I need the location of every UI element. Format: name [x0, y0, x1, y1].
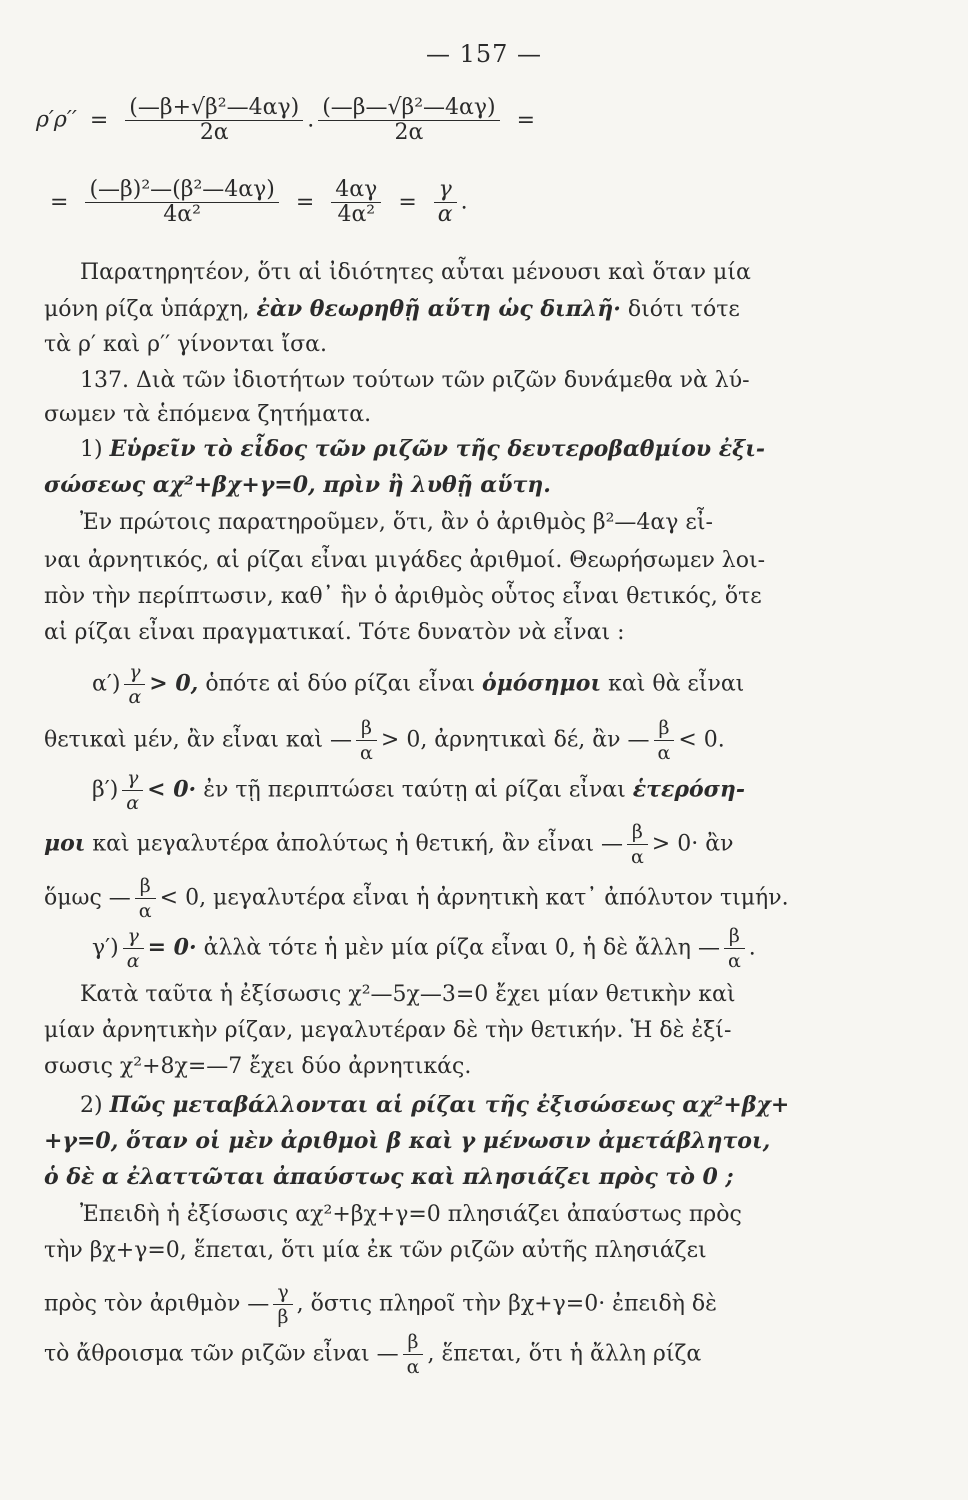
case-a-condition: > 0, — [149, 670, 199, 697]
problem-2-line-3: ὁ δὲ α ἐλαττῶται ἀπαύστως καὶ πλησιάζει πρὸς τὸ 0 ; — [44, 1164, 734, 1190]
p3-line-3: πὸν τὴν περίπτωσιν, καθ᾽ ἣν ὁ ἀριθμὸς οὗτος εἶναι θετικός, ὅτε — [44, 584, 762, 609]
p2-line-1: 137. Διὰ τῶν ἰδιοτήτων τούτων τῶν ριζῶν δυνάμεθα νὰ λύ- — [80, 368, 750, 393]
p3-line-1: Ἐν πρώτοις παρατηροῦμεν, ὅτι, ἂν ὁ ἀριθμὸς β²—4αγ εἶ- — [80, 510, 713, 535]
eq1-equals: = — [89, 107, 109, 133]
case-b-label: β′) — [92, 777, 119, 803]
case-b-condition: < 0· — [147, 776, 197, 803]
p5-line-3 — [44, 1280, 717, 1329]
case-a-f-numerator: γ — [124, 660, 145, 685]
eq2-end: . — [460, 189, 468, 215]
eq1-dot: . — [307, 107, 315, 133]
eq2-f2-denominator: 4α² — [337, 202, 376, 227]
p1-line-2 — [44, 294, 740, 325]
eq2-f2-numerator: 4αγ — [331, 178, 381, 203]
eq1-lhs: ρ′ρ′′ — [36, 107, 77, 133]
p4-line-2: μίαν ἀρνητικὴν ρίζαν, μεγαλυτέραν δὲ τὴν θετικήν. Ἡ δὲ ἐξί- — [44, 1018, 732, 1043]
case-b-l3f-denominator: α — [138, 900, 152, 922]
p5-l4f-denominator: α — [406, 1356, 420, 1378]
case-a-l2f-numerator: β — [356, 716, 377, 741]
eq1-f2-denominator: 2α — [394, 120, 424, 145]
case-c-f-denominator: α — [126, 950, 140, 972]
p5-line-3b: , ὅστις πληροῖ τὴν βχ+γ=0· ἐπειδὴ δὲ — [296, 1291, 717, 1317]
case-a-line-2c: < 0. — [678, 727, 725, 753]
eq2-f3-denominator: α — [437, 202, 453, 227]
p5-l3f-denominator: β — [277, 1306, 289, 1328]
case-c-line — [92, 924, 756, 973]
p1-line-2-emphasis: ἐὰν θεωρηθῇ αὕτη ὡς διπλῆ· — [256, 296, 621, 322]
case-b-line-2-fraction — [627, 820, 648, 869]
case-a-line-2 — [44, 716, 725, 765]
eq2-f1-denominator: 4α² — [163, 202, 201, 227]
p5-line-1: Ἐπειδὴ ἡ ἐξίσωσις αχ²+βχ+γ=0 πλησιάζει ἀπαύστως πρὸς — [80, 1202, 742, 1227]
p1-line-1: Παρατηρητέον, ὅτι αἱ ἰδιότητες αὗται μένουσι καὶ ὅταν μία — [80, 260, 751, 285]
case-a-line-2a: θετικαὶ μέν, ἂν εἶναι καὶ — — [44, 727, 353, 753]
case-b-line-2 — [44, 820, 733, 869]
page-number: — 157 — — [425, 40, 543, 68]
eq1-f1-denominator: 2α — [199, 120, 229, 145]
case-b-line-3a: ὅμως — — [44, 885, 131, 911]
problem-1-title: Εὑρεῖν τὸ εἶδος τῶν ριζῶν τῆς δευτεροβαθμίου ἐξι- — [109, 436, 765, 462]
problem-1-line-2: σώσεως αχ²+βχ+γ=0, πρὶν ἢ λυθῇ αὕτη. — [44, 472, 551, 498]
p4-line-3: σωσις χ²+8χ=—7 ἔχει δύο ἀρνητικάς. — [44, 1054, 472, 1079]
case-a-line-1 — [92, 660, 744, 709]
case-b-l2f-denominator: α — [630, 846, 644, 868]
p1-line-3: τὰ ρ′ καὶ ρ′′ γίνονται ἴσα. — [44, 332, 327, 357]
case-a-line-2-fraction-2 — [654, 716, 675, 765]
eq2-fraction-1 — [85, 178, 278, 227]
case-c-label: γ′) — [92, 935, 119, 961]
case-a-label: α′) — [92, 671, 121, 697]
eq2-equals-2: = — [295, 189, 315, 215]
p5-l3f-numerator: γ — [273, 1280, 292, 1305]
p3-line-2: ναι ἀρνητικός, αἱ ρίζαι εἶναι μιγάδες ἀριθμοί. Θεωρήσωμεν λοι- — [44, 548, 766, 573]
case-a-line-2-fraction-1 — [356, 716, 377, 765]
eq2-equals: = — [50, 189, 69, 215]
case-b-line-2-emphasis: μοι — [44, 830, 86, 857]
case-a-l2f2-numerator: β — [654, 716, 675, 741]
case-a-text-3: καὶ θὰ εἶναι — [601, 671, 745, 697]
case-a-l2f-denominator: α — [360, 742, 373, 764]
case-a-line-2b: > 0, ἀρνητικαὶ δέ, ἂν — — [380, 727, 650, 753]
case-b-line-1 — [92, 766, 745, 815]
p5-line-2: τὴν βχ+γ=0, ἕπεται, ὅτι μία ἐκ τῶν ριζῶν αὐτῆς πλησιάζει — [44, 1238, 707, 1263]
p2-line-2: σωμεν τὰ ἑπόμενα ζητήματα. — [44, 402, 372, 427]
case-b-line-2c: > 0· ἂν — [651, 831, 734, 857]
eq1-equals-end: = — [516, 107, 536, 133]
case-a-l2f2-denominator: α — [657, 742, 671, 764]
p5-line-4 — [44, 1330, 701, 1379]
problem-1-number: 1) — [80, 437, 110, 462]
eq1-fraction-2 — [318, 96, 499, 145]
p5-line-4-fraction — [403, 1330, 424, 1379]
case-b-f-numerator: γ — [122, 766, 143, 791]
case-b-line-3-fraction — [135, 874, 156, 923]
case-b-fraction — [122, 766, 143, 815]
eq2-f1-numerator: (—β)²—(β²—4αγ) — [85, 178, 278, 203]
case-b-l3f-numerator: β — [135, 874, 156, 899]
case-a-f-denominator: α — [128, 686, 142, 708]
eq2-equals-3: = — [398, 189, 417, 215]
problem-2-line-1 — [80, 1090, 789, 1121]
p5-line-4b: , ἕπεται, ὅτι ἡ ἄλλη ρίζα — [427, 1341, 702, 1367]
p1-line-2a: μόνη ρίζα ὑπάρχη, — [44, 297, 257, 322]
eq2-f3-numerator: γ — [434, 178, 457, 203]
case-b-line-3 — [44, 874, 789, 923]
case-c-fraction — [123, 924, 144, 973]
eq2-fraction-2 — [331, 178, 381, 227]
eq1-f1-numerator: (—β+√β²—4αγ) — [125, 96, 303, 121]
case-c-text: ἀλλὰ τότε ἡ μὲν μία ρίζα εἶναι 0, ἡ δὲ ἄλλη — — [196, 935, 720, 961]
eq2-fraction-3 — [434, 178, 457, 227]
case-c-condition: = 0· — [147, 934, 197, 961]
case-c-f-numerator: γ — [123, 924, 144, 949]
p4-line-1: Κατὰ ταῦτα ἡ ἐξίσωσις χ²—5χ—3=0 ἔχει μίαν θετικὴν καὶ — [80, 982, 736, 1007]
p3-line-4: αἱ ρίζαι εἶναι πραγματικαί. Τότε δυνατὸν νὰ εἶναι : — [44, 620, 625, 645]
case-c-f2-numerator: β — [724, 924, 745, 949]
case-c-f2-denominator: α — [727, 950, 741, 972]
problem-2-number: 2) — [80, 1093, 110, 1118]
case-a-emphasis: ὁμόσημοι — [482, 670, 602, 697]
problem-2-title: Πῶς μεταβάλλονται αἱ ρίζαι τῆς ἐξισώσεως αχ²+βχ+ — [109, 1092, 790, 1118]
eq1-fraction-1 — [125, 96, 303, 145]
p5-line-3-fraction — [273, 1280, 292, 1329]
equation-simplification — [44, 178, 468, 227]
eq1-f2-numerator: (—β—√β²—4αγ) — [318, 96, 499, 121]
case-c-end: . — [748, 935, 756, 961]
problem-1-line-1 — [80, 434, 765, 465]
p5-line-3a: πρὸς τὸν ἀριθμὸν — — [44, 1291, 270, 1317]
case-b-l2f-numerator: β — [627, 820, 648, 845]
case-b-emphasis: ἑτερόση- — [632, 776, 745, 803]
case-b-text-1: ἐν τῇ περιπτώσει ταύτῃ αἱ ρίζαι εἶναι — [196, 777, 633, 803]
p5-line-4a: τὸ ἄθροισμα τῶν ριζῶν εἶναι — — [44, 1341, 399, 1367]
p5-l4f-numerator: β — [403, 1330, 424, 1355]
case-a-fraction — [124, 660, 145, 709]
case-b-line-2b: καὶ μεγαλυτέρα ἀπολύτως ἡ θετική, ἂν εἶναι — — [85, 831, 623, 857]
case-b-f-denominator: α — [126, 792, 140, 814]
case-b-line-3b: < 0, μεγαλυτέρα εἶναι ἡ ἀρνητικὴ κατ᾽ ἀπόλυτον τιμήν. — [159, 885, 789, 911]
p1-line-2c: διότι τότε — [620, 297, 740, 322]
equation-product-of-roots — [36, 96, 541, 145]
problem-2-line-2: +γ=0, ὅταν οἱ μὲν ἀριθμοὶ β καὶ γ μένωσιν ἀμετάβλητοι, — [44, 1128, 771, 1154]
case-c-fraction-2 — [724, 924, 745, 973]
case-a-text-1: ὁπότε αἱ δύο ρίζαι εἶναι — [198, 671, 483, 697]
